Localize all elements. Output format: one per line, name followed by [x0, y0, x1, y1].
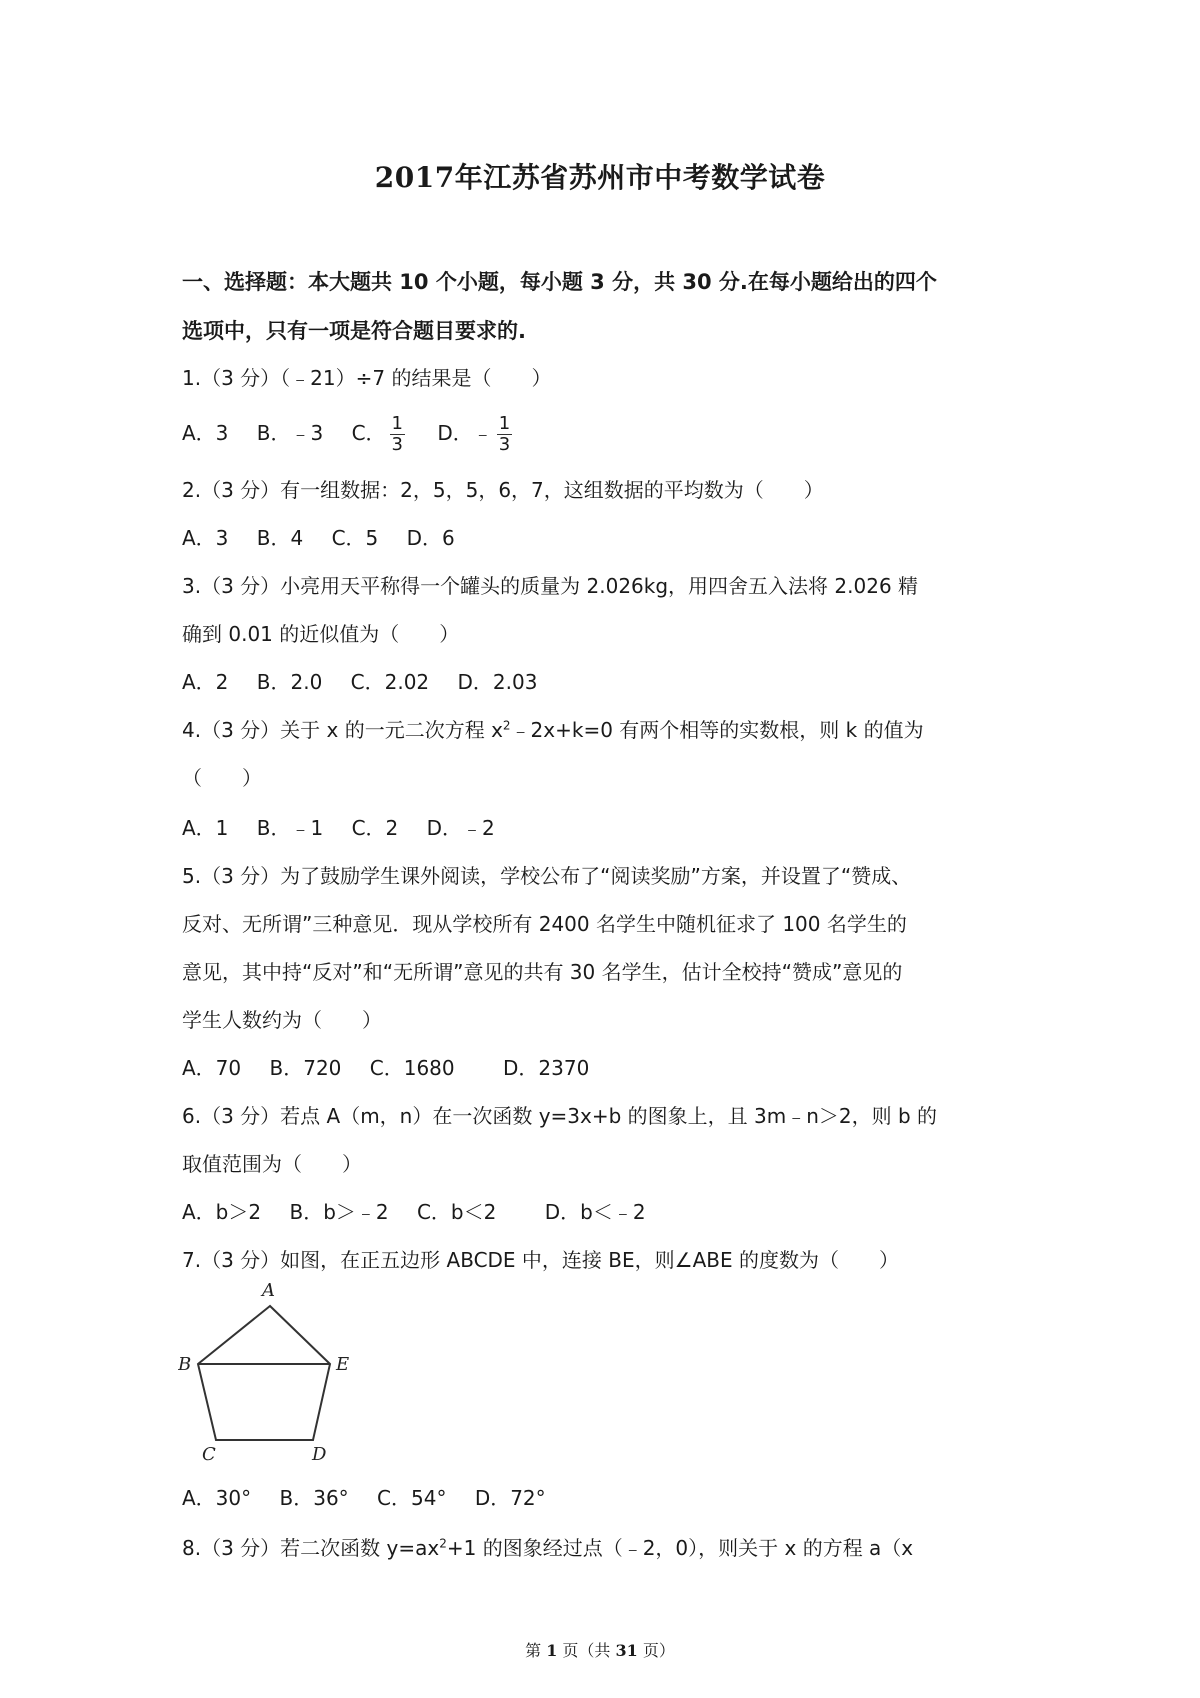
- q7-option-b: B．36°: [279, 1486, 349, 1510]
- pentagon-lines: [198, 1306, 330, 1440]
- q2-option-b: B．4: [256, 526, 304, 550]
- q8-exponent: 2: [439, 1536, 447, 1551]
- q6-option-d: D．b＜﹣2: [544, 1200, 646, 1224]
- q4-option-c: C．2: [351, 816, 399, 840]
- q7-option-a: A．30°: [182, 1486, 252, 1510]
- footer-mid: 页（共: [557, 1641, 616, 1660]
- q3-option-c: C．2.02: [350, 670, 430, 694]
- fraction-denominator: 3: [498, 434, 511, 455]
- q4-stem-line2: （ ）: [182, 766, 262, 790]
- q5-option-a: A．70: [182, 1056, 242, 1080]
- vertex-label-b: B: [178, 1354, 192, 1375]
- footer-prefix: 第: [525, 1641, 547, 1660]
- q7-option-c: C．54°: [377, 1486, 447, 1510]
- page-footer: [0, 1638, 1200, 1661]
- q1-option-c-label: C．: [351, 421, 386, 445]
- q1-option-a: A．3: [182, 421, 229, 445]
- q6-options: [182, 1196, 668, 1225]
- q5-options: [182, 1052, 611, 1081]
- footer-page-number: 1: [546, 1641, 558, 1660]
- q4-option-b: B．﹣1: [256, 816, 324, 840]
- q3-stem-line1: 3.（3 分）小亮用天平称得一个罐头的质量为 2.026kg，用四舍五入法将 2.026 精: [182, 574, 919, 598]
- q3-option-d: D．2.03: [457, 670, 538, 694]
- q1-option-c: [352, 414, 409, 455]
- q7-options: [182, 1482, 568, 1511]
- q3-option-a: A．2: [182, 670, 229, 694]
- q5-stem-line3: 意见，其中持“反对”和“无所谓”意见的共有 30 名学生，估计全校持“赞成”意见的: [182, 960, 903, 984]
- q5-stem-line4: 学生人数约为（ ）: [182, 1008, 382, 1032]
- vertex-label-d: D: [312, 1444, 327, 1465]
- q4-stem-part1: 4.（3 分）关于 x 的一元二次方程 x: [182, 718, 503, 742]
- q2-option-c: C．5: [331, 526, 379, 550]
- footer-suffix: 页）: [637, 1641, 675, 1660]
- q4-options: [182, 812, 517, 841]
- q3-stem-line2: 确到 0.01 的近似值为（ ）: [182, 622, 460, 646]
- pentagon-figure: [178, 1268, 378, 1468]
- q7-option-d: D．72°: [474, 1486, 546, 1510]
- footer-total-pages: 31: [615, 1641, 638, 1660]
- q5-stem-line2: 反对、无所谓”三种意见．现从学校所有 2400 名学生中随机征求了 100 名学生的: [182, 912, 907, 936]
- q6-stem-line1: 6.（3 分）若点 A（m，n）在一次函数 y=3x+b 的图象上，且 3m﹣n＞2，则 b 的: [182, 1104, 938, 1128]
- q1-option-d-fraction: [497, 414, 512, 455]
- q5-stem-line1: 5.（3 分）为了鼓励学生课外阅读，学校公布了“阅读奖励”方案，并设置了“赞成、: [182, 864, 912, 888]
- q5-option-c: C．1680: [369, 1056, 455, 1080]
- fraction-denominator: 3: [391, 434, 403, 455]
- q2-stem: 2.（3 分）有一组数据：2，5，5，6，7，这组数据的平均数为（ ）: [182, 478, 824, 502]
- q8-stem-part1: 8.（3 分）若二次函数 y=ax: [182, 1536, 440, 1560]
- q1-option-d: [437, 414, 516, 455]
- q1-option-d-label: D．: [437, 421, 473, 445]
- q5-option-b: B．720: [269, 1056, 342, 1080]
- q8-stem-line1: [182, 1532, 913, 1561]
- q2-options: [182, 522, 477, 551]
- page-title: 2017年江苏省苏州市中考数学试卷: [374, 161, 826, 194]
- q1-option-d-sign: ﹣: [472, 421, 493, 445]
- section-heading: [182, 258, 1024, 356]
- section-heading-line1: 一、选择题：本大题共 10 个小题，每小题 3 分，共 30 分.在每小题给出的四个: [182, 270, 937, 294]
- q6-stem-line2: 取值范围为（ ）: [182, 1152, 362, 1176]
- q1-options: [182, 414, 538, 455]
- q3-option-b: B．2.0: [256, 670, 323, 694]
- q4-exponent: 2: [502, 718, 511, 733]
- q1-stem: 1.（3 分）（﹣21）÷7 的结果是（ ）: [182, 366, 552, 390]
- q1-option-c-fraction: [390, 414, 405, 455]
- q4-stem-line1: [182, 714, 924, 743]
- fraction-numerator: 1: [498, 413, 511, 434]
- q4-stem-part2: ﹣2x+k=0 有两个相等的实数根，则 k 的值为: [510, 718, 924, 742]
- q4-option-d: D．﹣2: [426, 816, 495, 840]
- fraction-numerator: 1: [391, 413, 403, 434]
- q7-stem: 7.（3 分）如图，在正五边形 ABCDE 中，连接 BE，则∠ABE 的度数为（ ）: [182, 1248, 899, 1272]
- q6-option-c: C．b＜2: [416, 1200, 497, 1224]
- q6-option-a: A．b＞2: [182, 1200, 262, 1224]
- vertex-label-e: E: [336, 1354, 350, 1375]
- q8-stem-part2: +1 的图象经过点（﹣2，0），则关于 x 的方程 a（x: [446, 1536, 914, 1560]
- q1-option-b: B．﹣3: [256, 421, 324, 445]
- q4-option-a: A．1: [182, 816, 229, 840]
- vertex-label-a: A: [262, 1280, 275, 1301]
- vertex-label-c: C: [202, 1444, 216, 1465]
- section-heading-line2: 选项中，只有一项是符合题目要求的.: [182, 319, 526, 343]
- q6-option-b: B．b＞﹣2: [289, 1200, 389, 1224]
- pentagon-outline: [198, 1306, 330, 1440]
- q2-option-d: D．6: [406, 526, 455, 550]
- q3-options: [182, 666, 559, 695]
- q5-option-d: D．2370: [503, 1056, 590, 1080]
- q2-option-a: A．3: [182, 526, 229, 550]
